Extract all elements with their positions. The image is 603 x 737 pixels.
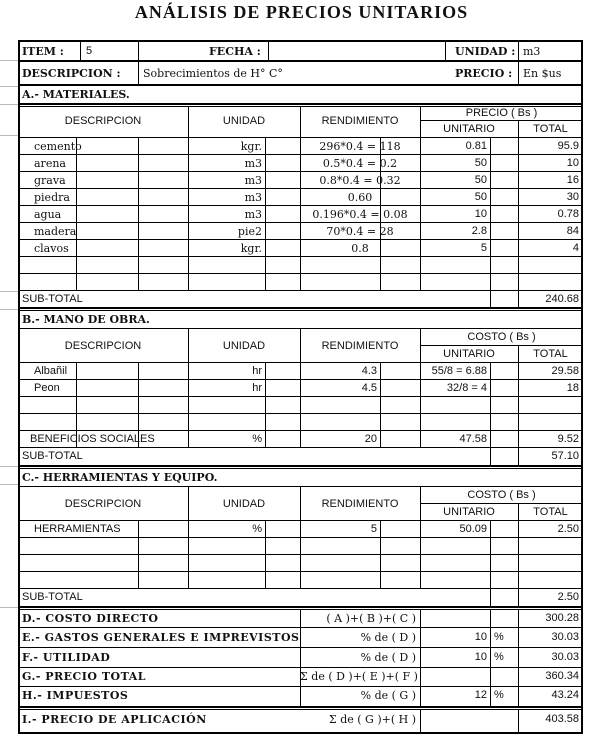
summary-formula: ( A )+( B )+( C ) — [326, 612, 416, 625]
col-header-total: TOTAL — [533, 123, 568, 135]
summary-label: G.- PRECIO TOTAL — [22, 670, 146, 683]
col-header-rendimiento: RENDIMIENTO — [321, 115, 399, 127]
summary-value: 403.58 — [545, 713, 579, 725]
col-header-unitario: UNITARIO — [443, 506, 495, 518]
material-rendimiento: 0.5*0.4 = 0.2 — [322, 157, 398, 170]
summary-formula: % de ( D ) — [360, 631, 416, 644]
material-unitario: 5 — [480, 242, 487, 254]
summary-formula: Σ de ( D )+( E )+( F ) — [300, 670, 418, 683]
col-header-total: TOTAL — [533, 348, 568, 360]
subtotal-c-value: 2.50 — [557, 591, 579, 603]
material-unidad: pie2 — [237, 225, 262, 238]
material-rendimiento: 296*0.4 = 118 — [319, 140, 401, 153]
material-unitario: 0.81 — [465, 140, 487, 152]
col-header-descripcion: DESCRIPCION — [64, 340, 142, 352]
summary-value: 360.34 — [545, 670, 579, 682]
precio-label: PRECIO : — [455, 67, 513, 80]
summary-label: E.- GASTOS GENERALES E IMPREVISTOS — [22, 631, 300, 644]
summary-formula: Σ de ( G )+( H ) — [328, 713, 416, 726]
summary-formula: % de ( D ) — [360, 651, 416, 664]
material-rendimiento: 0.8 — [351, 242, 369, 255]
material-total: 16 — [566, 174, 579, 186]
subtotal-a-value: 240.68 — [545, 293, 579, 305]
summary-value: 43.24 — [551, 689, 579, 701]
summary-value: 30.03 — [551, 651, 579, 663]
col-header-rendimiento: RENDIMIENTO — [321, 340, 399, 352]
summary-label: I.- PRECIO DE APLICACIÓN — [22, 713, 207, 726]
material-unitario: 50 — [474, 174, 487, 186]
subtotal-b-value: 57.10 — [551, 450, 579, 462]
beneficios-rend: 20 — [364, 433, 377, 445]
section-c-title: C.- HERRAMIENTAS Y EQUIPO. — [22, 471, 218, 484]
summary-label: F.- UTILIDAD — [22, 651, 111, 664]
summary-value: 30.03 — [551, 631, 579, 643]
beneficios-unitario: 47.58 — [459, 433, 487, 445]
col-header-unitario: UNITARIO — [443, 123, 495, 135]
precio-value: En $us — [523, 67, 562, 80]
labor-unidad: hr — [252, 382, 262, 394]
col-header-unitario: UNITARIO — [443, 348, 495, 360]
material-desc: clavos — [34, 242, 69, 255]
section-a-title: A.- MATERIALES. — [22, 88, 130, 101]
col-header-costo: COSTO ( Bs ) — [467, 331, 536, 343]
summary-percent: 12 — [474, 689, 487, 701]
material-unidad: kgr. — [240, 242, 262, 255]
col-header-total: TOTAL — [533, 506, 568, 518]
material-unidad: m3 — [244, 174, 262, 187]
col-header-unidad: UNIDAD — [222, 498, 266, 510]
unidad-value: m3 — [523, 45, 541, 58]
material-unitario: 2.8 — [471, 225, 487, 237]
beneficios-desc: BENEFICIOS SOCIALES — [30, 433, 155, 445]
labor-total: 29.58 — [551, 365, 579, 377]
page-title: ANÁLISIS DE PRECIOS UNITARIOS — [134, 2, 469, 22]
col-header-unidad: UNIDAD — [222, 115, 266, 127]
material-desc: madera — [34, 225, 77, 238]
herramientas-rend: 5 — [370, 523, 377, 535]
material-unidad: kgr. — [240, 140, 262, 153]
material-unitario: 50 — [474, 157, 487, 169]
summary-percent-sign: % — [494, 631, 504, 643]
summary-label: H.- IMPUESTOS — [22, 689, 129, 702]
descripcion-value: Sobrecimientos de H° C° — [143, 67, 283, 80]
material-unidad: m3 — [244, 208, 262, 221]
material-total: 0.78 — [557, 208, 579, 220]
summary-value: 300.28 — [545, 612, 579, 624]
labor-total: 18 — [566, 382, 579, 394]
beneficios-unidad: % — [252, 433, 262, 445]
material-rendimiento: 0.196*0.4 = 0.08 — [312, 208, 408, 221]
herramientas-total: 2.50 — [557, 523, 579, 535]
col-header-rendimiento: RENDIMIENTO — [321, 498, 399, 510]
material-total: 4 — [572, 242, 579, 254]
material-total: 10 — [566, 157, 579, 169]
subtotal-a-label: SUB-TOTAL — [22, 293, 83, 305]
subtotal-b-label: SUB-TOTAL — [22, 450, 83, 462]
beneficios-total: 9.52 — [557, 433, 579, 445]
material-rendimiento: 70*0.4 = 28 — [326, 225, 394, 238]
material-unitario: 10 — [474, 208, 487, 220]
summary-formula: % de ( G ) — [360, 689, 416, 702]
summary-label: D.- COSTO DIRECTO — [22, 612, 159, 625]
labor-desc: Albañil — [34, 365, 68, 377]
summary-percent-sign: % — [494, 651, 504, 663]
col-header-descripcion: DESCRIPCION — [64, 498, 142, 510]
section-b-title: B.- MANO DE OBRA. — [22, 313, 150, 326]
labor-unitario: 55/8 = 6.88 — [431, 365, 487, 377]
item-label: ITEM : — [22, 45, 64, 58]
labor-unidad: hr — [252, 365, 262, 377]
col-header-precio: PRECIO ( Bs ) — [465, 107, 538, 119]
material-unidad: m3 — [244, 157, 262, 170]
material-desc: piedra — [34, 191, 70, 204]
labor-desc: Peon — [34, 382, 60, 394]
material-unidad: m3 — [244, 191, 262, 204]
material-rendimiento: 0.8*0.4 = 0.32 — [319, 174, 401, 187]
summary-percent: 10 — [474, 651, 487, 663]
material-desc: cemento — [34, 140, 82, 153]
summary-percent-sign: % — [494, 689, 504, 701]
item-value: 5 — [86, 45, 93, 57]
col-header-unidad: UNIDAD — [222, 340, 266, 352]
unidad-label: UNIDAD : — [455, 45, 516, 58]
material-unitario: 50 — [474, 191, 487, 203]
labor-rendimiento: 4.3 — [361, 365, 377, 377]
descripcion-label: DESCRIPCION : — [22, 67, 121, 80]
herramientas-unidad: % — [252, 523, 262, 535]
col-header-descripcion: DESCRIPCION — [64, 115, 142, 127]
summary-percent: 10 — [474, 631, 487, 643]
material-rendimiento: 0.60 — [347, 191, 373, 204]
subtotal-c-label: SUB-TOTAL — [22, 591, 83, 603]
material-desc: agua — [34, 208, 62, 221]
material-total: 95.9 — [557, 140, 579, 152]
labor-unitario: 32/8 = 4 — [446, 382, 487, 394]
material-desc: arena — [34, 157, 66, 170]
col-header-costo: COSTO ( Bs ) — [467, 489, 536, 501]
material-total: 30 — [566, 191, 579, 203]
material-desc: grava — [34, 174, 66, 187]
fecha-label: FECHA : — [209, 45, 261, 58]
herramientas-unitario: 50.09 — [459, 523, 487, 535]
material-total: 84 — [566, 225, 579, 237]
labor-rendimiento: 4.5 — [361, 382, 377, 394]
herramientas-desc: HERRAMIENTAS — [34, 523, 121, 535]
